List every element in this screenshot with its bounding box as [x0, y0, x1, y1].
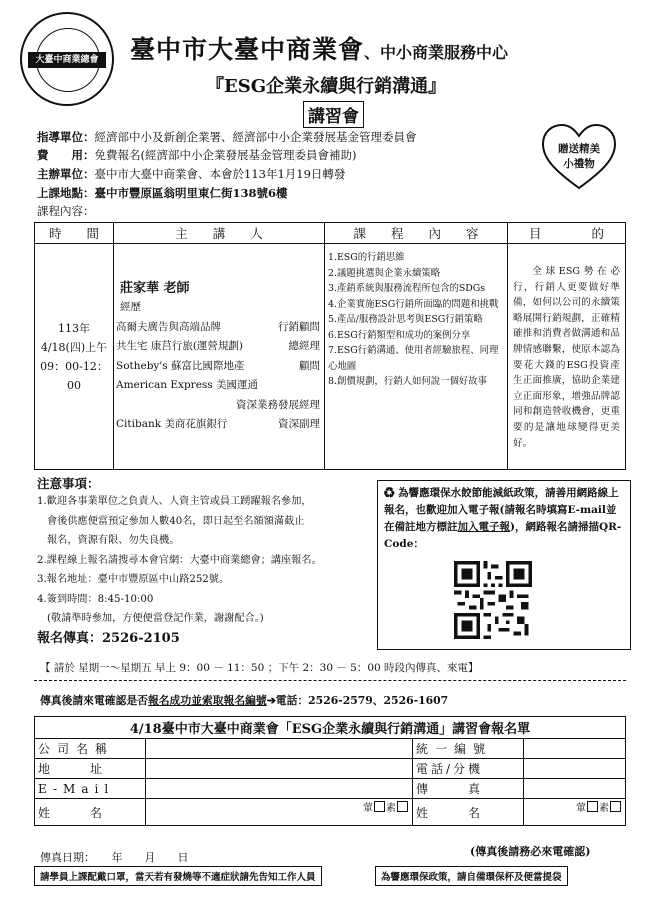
fax-field[interactable] — [524, 779, 626, 799]
speaker-name: 莊家華 老師 — [120, 280, 190, 296]
content-item: 2.議題挑選與企業永續策略 — [328, 267, 441, 279]
name-label-2: 姓名 — [413, 799, 524, 826]
phone-numbers: 2526-2579、2526-1607 — [308, 694, 449, 707]
gift-line2: 小禮物 — [563, 158, 595, 170]
header-content: 課 程 內 容 — [325, 223, 508, 244]
fax-line: 報名傳真：2526-2105 — [37, 630, 180, 646]
content-item: 4.企業實施ESG行銷所面臨的問題和挑戰 — [328, 298, 499, 310]
confirm-note: (傳真後請務必來電確認) — [470, 845, 591, 858]
content-item: 1.ESG的行銷思維 — [328, 252, 405, 263]
eco-qr-box: ♻ 為響應環保水餃節能減紙政策，請善用網路線上報名，也歡迎加入電子報(請報名時填寫E-mail並在備註地方標註加入電子報)，網路報名請掃描QR-Code： — [377, 480, 631, 650]
header-purpose: 目 的 — [508, 223, 626, 244]
content-cell — [325, 244, 508, 470]
schedule-row — [35, 244, 626, 470]
eco-notice: 為響應環保政策，請自備環保杯及便當提袋 — [375, 866, 568, 886]
speaker-exp-label: 經歷 — [120, 301, 141, 313]
host-line: 主辦單位：臺中市大臺中商業會、本會於113年1月19日轉發 — [37, 167, 346, 181]
name-field-2[interactable]: 葷 素 — [524, 799, 626, 826]
note-item: 報名，資源有限、勿失良機。 — [47, 535, 180, 546]
org-subtitle: 、中小商業服務中心 — [364, 43, 509, 62]
logo-name: 大臺中商業總會 — [28, 52, 106, 68]
note-item: 2.課程線上報名請搜尋本會官網：大臺中商業總會；講座報名。 — [37, 554, 322, 566]
header-speaker: 主 講 人 — [114, 223, 325, 244]
note-item: (敬請準時參加，方便便當登記作業，謝謝配合。) — [47, 613, 264, 624]
name-field-1[interactable]: 葷 素 — [146, 799, 413, 826]
mask-notice: 請學員上課配戴口罩，當天若有發燒等不適症狀請先告知工作人員 — [34, 866, 322, 886]
header-time: 時 間 — [35, 223, 114, 244]
contact-hours: 【 請於 星期一～星期五 早上 9：00 － 11：50 ；下午 2：30 － 5：00 時段內傳真、來電】 — [40, 662, 479, 674]
content-item: 3.產銷系統與服務流程所包含的SDGs — [328, 283, 486, 294]
content-item: 8.創價規劃，行銷人如何說一個好故事 — [328, 376, 487, 387]
company-label: 公司名稱 — [35, 739, 146, 759]
meat-checkbox[interactable] — [587, 801, 598, 812]
veg-checkbox[interactable] — [610, 801, 621, 812]
venue-line: 上課地點：臺中市豐原區翁明里東仁街138號6樓 — [37, 186, 288, 200]
company-field[interactable] — [146, 739, 413, 759]
address-field[interactable] — [146, 759, 413, 779]
qr-code[interactable] — [454, 561, 532, 639]
fax-date: 傳真日期： 年 月 日 — [40, 851, 189, 864]
email-field[interactable] — [146, 779, 413, 799]
note-item: 4.簽到時間：8:45-10:00 — [37, 593, 154, 605]
content-item: 6.ESG行銷類型和成功的案例分享 — [328, 329, 471, 341]
email-label: E-Mail — [35, 779, 146, 799]
gift-line1: 贈送精美 — [558, 143, 600, 155]
exp-item: Citibank 美商花旗銀行 資深副理 — [116, 418, 320, 430]
fax-label: 傳真 — [413, 779, 524, 799]
notes-heading: 注意事項： — [37, 476, 100, 491]
purpose-cell: 全球ESG勢在必行，行銷人更要做好準備，如何以公司的永續策略展開行銷規劃，正確精確推和消費者做溝通和品牌情感聯繫，使原本認為要花大錢的ESG投資產生正面推廣，協助企業建立正面形象，增強品牌認同和創造營收機會，更重要的是讓地球變得更美好。 — [508, 244, 626, 470]
phone-field[interactable] — [524, 759, 626, 779]
exp-item: American Express 美國運通 — [116, 379, 259, 391]
schedule-table — [34, 222, 626, 470]
notes-section — [37, 476, 369, 648]
exp-item: 高爾夫廣告與高端品牌 行銷顧問 — [116, 320, 320, 333]
note-item: 3.報名地址：臺中市豐原區中山路252號。 — [37, 574, 230, 585]
address-label: 地址 — [35, 759, 146, 779]
form-title: 4/18臺中市大臺中商業會「ESG企業永續與行銷溝通」講習會報名單 — [35, 717, 626, 739]
note-item: 會後供應便當預定參加人數40名，即日起至名額額滿截止 — [47, 515, 305, 527]
tax-id-label: 統一編號 — [413, 739, 524, 759]
advisor-line: 指導單位：經濟部中小及新創企業署、經濟部中小企業發展基金管理委員會 — [37, 130, 417, 144]
content-item: 7.ESG行銷溝通、使用者經驗旅程、同理心地圖 — [328, 345, 499, 372]
course-label: 課程內容： — [37, 204, 95, 218]
exp-item: 共生宅 康莒行旅(運營規劃) 總經理 — [116, 340, 320, 352]
exp-item: 資深業務發展經理 — [236, 398, 320, 411]
topic-title: 『ESG企業永續與行銷溝通』 — [206, 76, 447, 97]
recycle-icon: ♻ — [384, 487, 395, 499]
schedule-header-row — [35, 223, 626, 244]
speaker-cell — [114, 244, 325, 470]
time-cell: 113年 4/18(四)上午 09：00-12：00 — [35, 244, 114, 470]
veg-checkbox[interactable] — [397, 801, 408, 812]
gift-heart-badge — [540, 122, 618, 192]
newsletter-link[interactable]: 加入電子報 — [457, 521, 510, 533]
name-label-1: 姓名 — [35, 799, 146, 826]
chamber-logo — [20, 12, 114, 106]
event-type: 講習會 — [303, 101, 364, 128]
content-item: 5.產品/服務設計思考與ESG行銷策略 — [328, 314, 483, 325]
page-title — [130, 30, 508, 66]
cut-line-divider — [34, 680, 626, 681]
org-name: 臺中市大臺中商業會 — [130, 35, 365, 64]
registration-form — [34, 716, 626, 826]
tax-id-field[interactable] — [524, 739, 626, 759]
fee-line: 費 用：免費報名(經濟部中小企業發展基金管理委員會補助) — [37, 148, 357, 162]
exp-item: Sotheby's 蘇富比國際地產 顧問 — [116, 359, 320, 372]
note-item: 1.歡迎各事業單位之負責人、人資主管或員工踴躍報名參加， — [37, 496, 312, 507]
meat-checkbox[interactable] — [374, 801, 385, 812]
phone-label: 電話/分機 — [413, 759, 524, 779]
fax-number: 2526-2105 — [102, 630, 180, 646]
confirm-line: 傳真後請來電確認是否報名成功並索取報名編號➔電話：2526-2579、2526-1607 — [40, 694, 449, 707]
